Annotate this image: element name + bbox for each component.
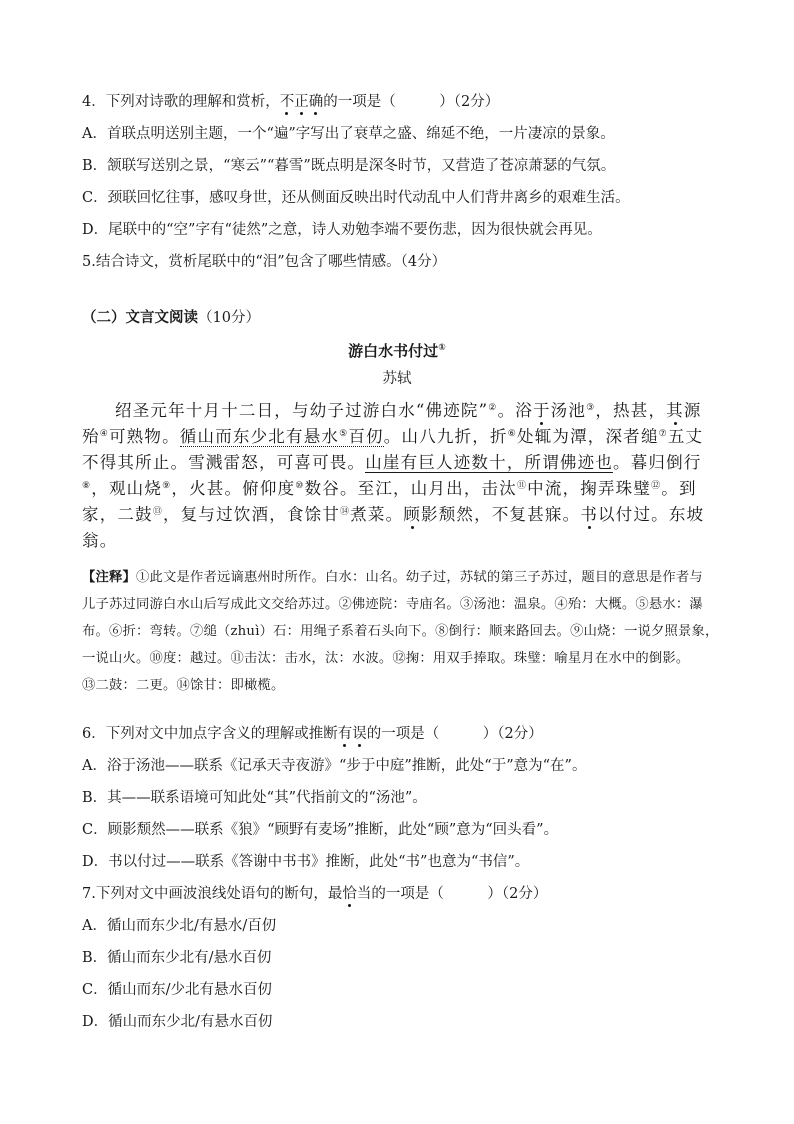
wavy-underlined-phrase bbox=[180, 427, 384, 447]
emphasis-char: 误 bbox=[352, 726, 367, 742]
footnote-marker: ⑬ bbox=[152, 507, 164, 517]
passage-text: 以付过。东坡翁。 bbox=[82, 505, 705, 550]
footnote-marker: ④ bbox=[99, 429, 109, 439]
passage-text: ，复与过饮酒，食馀甘 bbox=[163, 505, 341, 524]
passage-text: 度 bbox=[277, 479, 296, 498]
footnote-marker: ⑤ bbox=[339, 429, 349, 439]
footnote-marker: ⑨ bbox=[162, 481, 172, 491]
passage-text: 绍圣元年十月十二日，与幼子过游白水“佛迹院” bbox=[115, 401, 489, 420]
passage-body bbox=[82, 398, 718, 554]
emphasis-char: 恰 bbox=[342, 886, 357, 902]
question-7-option-a: A．循山而东少北/有悬水/百仞 bbox=[82, 918, 277, 934]
passage-text: 可熟 bbox=[108, 427, 145, 446]
emphasis-char: 其 bbox=[666, 401, 684, 420]
annotation-label: 【注释】 bbox=[82, 570, 136, 585]
question-7-stem: 7.下列对文中画波浪线处语句的断句，最 bbox=[82, 886, 343, 902]
emphasis-char: 确 bbox=[308, 94, 324, 110]
passage-text: 溅雷怒，可喜可畏。 bbox=[205, 453, 366, 472]
passage-text: 源殆 bbox=[82, 401, 702, 446]
question-6-stem: 6．下列对文中加点字含义的理解或推断 bbox=[82, 726, 338, 742]
annotations bbox=[82, 564, 722, 699]
question-4-option-a: A．首联点明送别主题，一个“遍”字写出了衰草之盛、绵延不绝，一片凄凉的景象。 bbox=[82, 126, 615, 142]
footnote-marker: ⑪ bbox=[516, 481, 528, 491]
passage-text: 煮菜。 bbox=[350, 505, 404, 524]
passage-text: 。浴 bbox=[497, 401, 533, 420]
question-6-option-b: B．其——联系语境可知此处“其”代指前文的“汤池”。 bbox=[82, 790, 427, 806]
question-4-stem: 4．下列对诗歌的理解和赏析， bbox=[82, 94, 280, 110]
footnote-marker: ⑫ bbox=[651, 481, 662, 491]
annotation-text: ①此文是作者远谪惠州时所作。白水：山名。幼子过，苏轼的第三子苏过，题目的意思是作者与 bbox=[136, 570, 703, 585]
emphasis-char: 不 bbox=[279, 94, 295, 110]
emphasis-char: 于 bbox=[532, 401, 551, 420]
annotation-line: ⑬二鼓：二更。⑭馀甘：即橄榄。 bbox=[82, 678, 285, 693]
passage-text: 物。 bbox=[144, 427, 180, 446]
passage-text: ，观山烧 bbox=[91, 479, 163, 498]
footnote-marker: ⑦ bbox=[658, 429, 668, 439]
passage-text: 处辄为潭，深者缒 bbox=[516, 427, 659, 446]
passage-author: 苏轼 bbox=[382, 371, 412, 387]
section-title: （二）文言文阅读 bbox=[82, 310, 198, 326]
annotation-line: 儿子苏过同游白水山后写成此文交给苏过。②佛迹院：寺庙名。③汤池：温泉。④殆：大概。⑤悬水：瀑 bbox=[82, 597, 703, 612]
passage-text: ，火甚。俯仰 bbox=[171, 479, 278, 498]
passage-text: 。山八九折，折 bbox=[383, 427, 508, 446]
passage-text: 循山而东少北有悬水 bbox=[179, 427, 340, 446]
question-6-option-a: A．浴于汤池——联系《记承天寺夜游》“步于中庭”推断，此处“于”意为“在”。 bbox=[82, 758, 587, 774]
question-6-score: 的一项是（ ）（2分） bbox=[366, 726, 543, 742]
footnote-marker: ③ bbox=[586, 403, 596, 413]
passage-text: 中流，掬弄珠璧 bbox=[527, 479, 652, 498]
passage-text: 数谷。至江，山月出，击汰 bbox=[304, 479, 517, 498]
footnote-marker: ⑧ bbox=[82, 481, 92, 491]
emphasis-char: 书 bbox=[580, 505, 599, 524]
question-6 bbox=[82, 724, 543, 744]
question-7 bbox=[82, 884, 547, 904]
annotation-line: 一说山火。⑩度：越过。⑪击汰：击水，汰：水波。⑫掬：用双手捧取。珠璧：喻星月在水中的倒影。 bbox=[82, 651, 690, 666]
passage-title-text: 游白水书付过 bbox=[348, 342, 439, 360]
emphasis-char: 有 bbox=[337, 726, 353, 742]
footnote-marker: ② bbox=[488, 403, 498, 413]
emphasis-char: 顾 bbox=[403, 505, 422, 524]
emphasis-char: 正 bbox=[294, 94, 309, 110]
footnote-marker: ⑩ bbox=[295, 481, 305, 491]
question-7-score: 当的一项是（ ）（2分） bbox=[356, 886, 548, 902]
passage-text: 。到家，二鼓 bbox=[82, 479, 697, 524]
question-4-score: 的一项是（ ）（2分） bbox=[323, 94, 500, 110]
question-6-option-c: C．顾影颓然——联系《狼》“顾野有麦场”推断，此处“顾”意为“回头看”。 bbox=[82, 822, 559, 838]
question-4 bbox=[82, 92, 499, 112]
footnote-marker: ① bbox=[438, 343, 446, 353]
question-6-option-d: D．书以付过——联系《答谢中书书》推断，此处“书”也意为“书信”。 bbox=[82, 854, 530, 870]
section-heading bbox=[82, 308, 260, 328]
question-7-option-c: C．循山而东/少北有悬水百仞 bbox=[82, 982, 272, 998]
question-7-option-b: B．循山而东少北有/悬水百仞 bbox=[82, 950, 272, 966]
section-score: （10分） bbox=[198, 310, 260, 326]
question-4-option-d: D．尾联中的“空”字有“徒然”之意，诗人劝勉李端不要伤悲，因为很快就会再见。 bbox=[82, 222, 602, 238]
question-4-option-b: B．颔联写送别之景，“寒云”“暮雪”既点明是深冬时节，又营造了苍凉萧瑟的气氛。 bbox=[82, 158, 616, 174]
question-7-option-d: D．循山而东少北/有悬水百仞 bbox=[82, 1014, 273, 1030]
passage-text: 影颓然，不复甚寐。 bbox=[421, 505, 581, 524]
footnote-marker: ⑭ bbox=[340, 507, 351, 517]
passage-text: ，热甚， bbox=[595, 401, 667, 420]
underlined-sentence: 山崖有巨人迹数十，所谓佛迹也 bbox=[365, 453, 614, 472]
passage-text: 五丈不得其所止。雪 bbox=[82, 427, 704, 472]
passage-text: 。暮归倒行 bbox=[613, 453, 702, 472]
passage-title bbox=[0, 340, 794, 362]
passage-text: 百仞 bbox=[348, 427, 384, 446]
question-5: 5.结合诗文，赏析尾联中的“泪”包含了哪些情感。（4分） bbox=[82, 254, 447, 270]
question-4-option-c: C．颈联回忆往事，感叹身世，还从侧面反映出时代动乱中人们背井离乡的艰难生活。 bbox=[82, 190, 630, 206]
annotation-line bbox=[82, 564, 722, 591]
footnote-marker: ⑥ bbox=[507, 429, 517, 439]
passage-text: 汤池 bbox=[550, 401, 587, 420]
annotation-line: 布。⑥折：弯转。⑦缒（zhuì）石：用绳子系着石头向下。⑧倒行：顺来路回去。⑨山烧：一说夕照景象， bbox=[82, 624, 719, 639]
